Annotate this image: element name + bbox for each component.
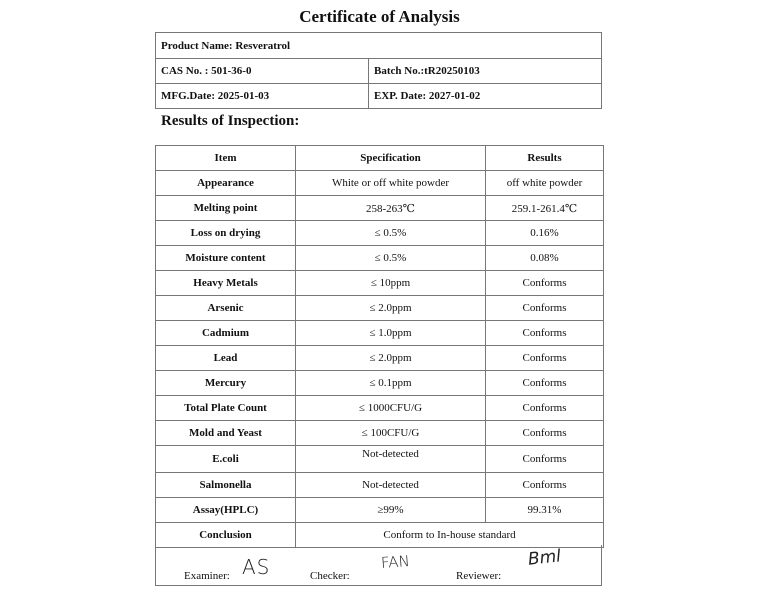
row-item: Cadmium xyxy=(156,321,296,346)
examiner-label: Examiner: xyxy=(184,570,230,582)
table-row xyxy=(156,396,604,421)
row-item: Lead xyxy=(156,346,296,371)
row-item: Loss on drying xyxy=(156,221,296,246)
row-item: Melting point xyxy=(156,196,296,221)
row-spec: ≤ 2.0ppm xyxy=(296,346,486,371)
conclusion-row xyxy=(156,523,604,548)
row-result: 99.31% xyxy=(486,498,604,523)
row-item: Heavy Metals xyxy=(156,271,296,296)
table-header-row xyxy=(156,146,604,171)
row-item: Moisture content xyxy=(156,246,296,271)
row-item: Appearance xyxy=(156,171,296,196)
row-result: Conforms xyxy=(486,346,604,371)
checker-label: Checker: xyxy=(310,570,350,582)
row-result: off white powder xyxy=(486,171,604,196)
table-row xyxy=(156,346,604,371)
table-row xyxy=(156,421,604,446)
row-spec: ≤ 10ppm xyxy=(296,271,486,296)
table-row xyxy=(156,371,604,396)
header-item: Item xyxy=(156,146,296,171)
row-item: Mercury xyxy=(156,371,296,396)
row-item: Arsenic xyxy=(156,296,296,321)
table-row xyxy=(156,171,604,196)
document-title: Certificate of Analysis xyxy=(299,7,460,26)
checker-signature: FAN xyxy=(380,552,411,572)
row-spec: ≤ 1.0ppm xyxy=(296,321,486,346)
row-result: Conforms xyxy=(486,396,604,421)
conclusion-value: Conform to In-house standard xyxy=(296,523,604,548)
row-result: Conforms xyxy=(486,271,604,296)
row-item: Salmonella xyxy=(156,473,296,498)
header-results: Results xyxy=(486,146,604,171)
row-spec: ≤ 0.5% xyxy=(296,246,486,271)
cas-number: CAS No. : 501-36-0 xyxy=(156,59,369,84)
row-result: Conforms xyxy=(486,473,604,498)
row-spec: ≤ 1000CFU/G xyxy=(296,396,486,421)
batch-number: Batch No.:tR20250103 xyxy=(369,59,602,84)
exp-date: EXP. Date: 2027-01-02 xyxy=(369,84,602,109)
row-spec: Not-detected xyxy=(296,446,486,473)
row-spec: 258-263℃ xyxy=(296,196,486,221)
conclusion-label: Conclusion xyxy=(156,523,296,548)
row-result: 0.08% xyxy=(486,246,604,271)
row-result: Conforms xyxy=(486,446,604,473)
table-row xyxy=(156,498,604,523)
row-item: Mold and Yeast xyxy=(156,421,296,446)
product-name: Product Name: Resveratrol xyxy=(156,33,602,59)
reviewer-label: Reviewer: xyxy=(456,570,502,582)
table-row xyxy=(156,221,604,246)
row-spec: ≥99% xyxy=(296,498,486,523)
row-result: 259.1-261.4℃ xyxy=(486,196,604,221)
row-spec: ≤ 100CFU/G xyxy=(296,421,486,446)
row-spec: White or off white powder xyxy=(296,171,486,196)
inspection-table xyxy=(155,145,604,548)
row-item: Total Plate Count xyxy=(156,396,296,421)
examiner-signature: AS xyxy=(242,555,271,579)
row-spec: ≤ 0.1ppm xyxy=(296,371,486,396)
header-specification: Specification xyxy=(296,146,486,171)
table-row xyxy=(156,321,604,346)
table-row xyxy=(156,296,604,321)
mfg-date: MFG.Date: 2025-01-03 xyxy=(156,84,369,109)
table-row xyxy=(156,196,604,221)
row-result: Conforms xyxy=(486,371,604,396)
table-row xyxy=(156,271,604,296)
table-row xyxy=(156,473,604,498)
row-result: Conforms xyxy=(486,321,604,346)
table-row xyxy=(156,446,604,473)
reviewer-signature: Bml xyxy=(527,546,562,570)
table-row xyxy=(156,246,604,271)
row-spec: Not-detected xyxy=(296,473,486,498)
row-spec: ≤ 0.5% xyxy=(296,221,486,246)
results-heading: Results of Inspection: xyxy=(161,113,300,129)
row-spec: ≤ 2.0ppm xyxy=(296,296,486,321)
row-result: Conforms xyxy=(486,421,604,446)
row-item: Assay(HPLC) xyxy=(156,498,296,523)
row-result: 0.16% xyxy=(486,221,604,246)
row-result: Conforms xyxy=(486,296,604,321)
signature-section xyxy=(155,545,602,586)
row-item: E.coli xyxy=(156,446,296,473)
product-info-table xyxy=(155,32,602,109)
